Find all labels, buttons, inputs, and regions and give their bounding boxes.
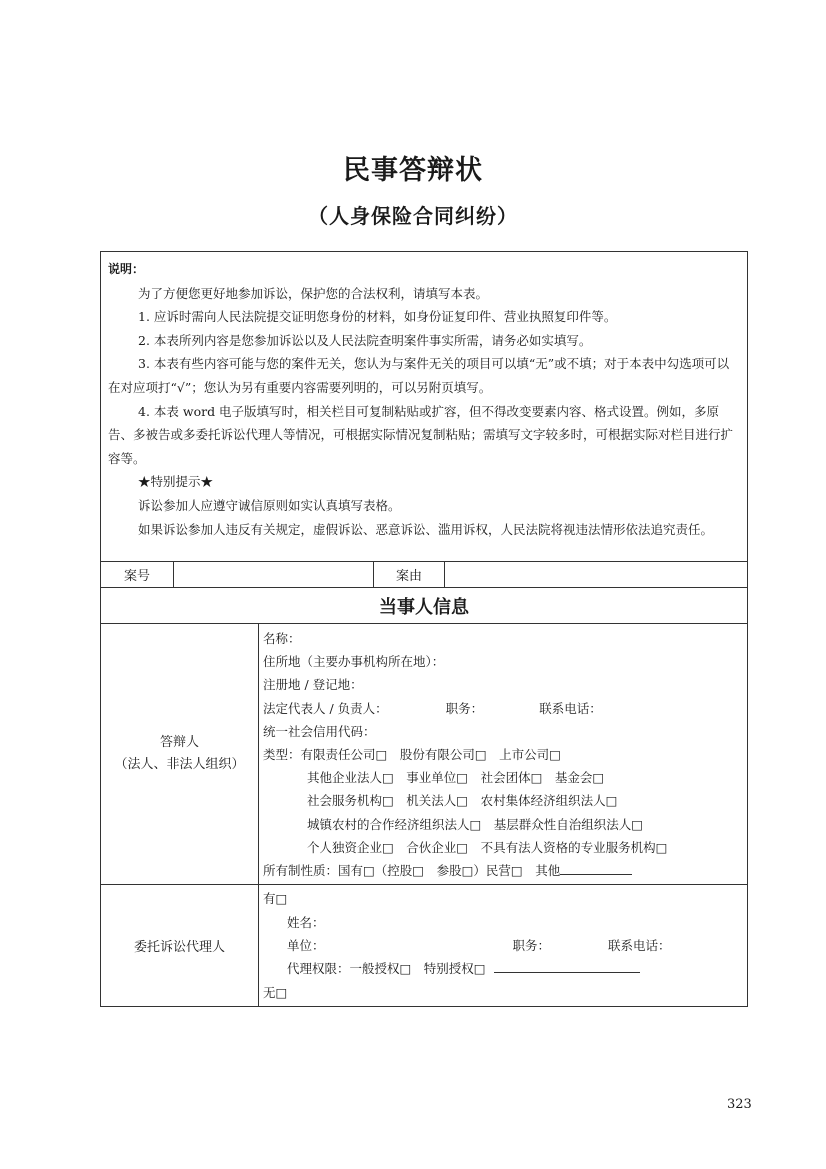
type-label: 类型： bbox=[263, 747, 301, 763]
agent-fields bbox=[259, 885, 747, 1006]
agent-name-field[interactable]: 姓名： bbox=[287, 914, 325, 930]
credit-code-field[interactable]: 统一社会信用代码： bbox=[263, 723, 376, 739]
agent-yes-checkbox[interactable]: 有□ bbox=[263, 891, 288, 907]
document-title: 民事答辩状 bbox=[343, 155, 483, 186]
respondent-label bbox=[101, 624, 259, 884]
agent-authority-blank[interactable] bbox=[494, 958, 640, 973]
respondent-registration-field[interactable]: 注册地 / 登记地： bbox=[263, 677, 363, 693]
ownership-options[interactable]: 所有制性质：国有□（控股□ 参股□）民营□ 其他 bbox=[263, 863, 561, 879]
special-notice-2: 如果诉讼参加人违反有关规定，虚假诉讼、恶意诉讼、滥用诉权，人民法院将视违法情形依法追究责任。 bbox=[138, 521, 714, 537]
instructions-label: 说明： bbox=[108, 262, 145, 276]
agent-authority-row bbox=[263, 957, 747, 980]
agent-row bbox=[101, 885, 747, 1006]
instruction-2: 2. 本表所列内容是您参加诉讼以及人民法院查明案件事实所需，请务必如实填写。 bbox=[138, 332, 592, 348]
legal-rep-field[interactable]: 法定代表人 / 负责人： bbox=[263, 700, 388, 716]
respondent-fields bbox=[259, 624, 747, 884]
agent-authority-options[interactable]: 代理权限：一般授权□ 特别授权□ bbox=[287, 961, 486, 977]
agent-unit-field[interactable]: 单位： bbox=[287, 938, 325, 954]
case-cause-label: 案由 bbox=[374, 562, 445, 587]
respondent-row bbox=[101, 624, 747, 885]
instruction-intro: 为了方便您更好地参加诉讼，保护您的合法权利，请填写本表。 bbox=[138, 285, 489, 301]
ownership-other-blank[interactable] bbox=[560, 860, 632, 875]
respondent-label-sub: （法人、非法人组织） bbox=[114, 757, 245, 773]
page-number: 323 bbox=[727, 1097, 752, 1112]
type-options-3[interactable]: 社会服务机构□ 机关法人□ 农村集体经济组织法人□ bbox=[307, 793, 618, 809]
agent-position-field[interactable]: 职务： bbox=[512, 938, 551, 954]
case-cause-field[interactable] bbox=[445, 562, 747, 587]
respondent-label-main: 答辩人 bbox=[159, 735, 199, 751]
type-options-1[interactable]: 有限责任公司□ 股份有限公司□ 上市公司□ bbox=[300, 747, 561, 763]
agent-label: 委托诉讼代理人 bbox=[101, 885, 259, 1006]
case-info-row bbox=[101, 562, 747, 588]
document-subtitle: （人身保险合同纠纷） bbox=[308, 204, 518, 228]
agent-phone-field[interactable]: 联系电话： bbox=[608, 938, 671, 954]
instruction-1: 1. 应诉时需向人民法院提交证明您身份的材料，如身份证复印件、营业执照复印件等。 bbox=[138, 309, 617, 325]
phone-field[interactable]: 联系电话： bbox=[539, 700, 602, 716]
respondent-address-field[interactable]: 住所地（主要办事机构所在地）： bbox=[263, 654, 445, 670]
instruction-3: 3. 本表有些内容可能与您的案件无关，您认为与案件无关的项目可以填“无”或不填；对于本表中勾选项可以在对应项打“√”；您认为另有重要内容需要列明的，可以另附页填写。 bbox=[108, 356, 730, 395]
respondent-representative-row bbox=[263, 697, 747, 720]
instructions-block bbox=[101, 252, 747, 562]
instruction-4: 4. 本表 word 电子版填写时，相关栏目可复制粘贴或扩容，但不得改变要素内容、格式设置。例如，多原告、多被告或多委托诉讼代理人等情况，可根据实际情况复制粘贴；需填写文字较多时，可根据实际对栏目进行扩容等。 bbox=[108, 403, 734, 466]
form-table bbox=[100, 251, 748, 1007]
agent-unit-row bbox=[263, 934, 747, 957]
type-row-1 bbox=[263, 743, 747, 766]
special-notice-1: 诉讼参加人应遵守诚信原则如实认真填写表格。 bbox=[138, 497, 401, 513]
party-info-heading: 当事人信息 bbox=[101, 588, 747, 624]
respondent-name-field[interactable]: 名称： bbox=[263, 631, 301, 646]
special-notice-heading: ★特别提示★ bbox=[138, 474, 214, 490]
position-field[interactable]: 职务： bbox=[445, 700, 484, 716]
type-options-2[interactable]: 其他企业法人□ 事业单位□ 社会团体□ 基金会□ bbox=[307, 770, 605, 786]
agent-no-checkbox[interactable]: 无□ bbox=[263, 984, 288, 1000]
type-options-5[interactable]: 个人独资企业□ 合伙企业□ 不具有法人资格的专业服务机构□ bbox=[307, 839, 668, 855]
ownership-row bbox=[263, 859, 747, 882]
case-number-label: 案号 bbox=[101, 562, 174, 587]
type-options-4[interactable]: 城镇农村的合作经济组织法人□ 基层群众性自治组织法人□ bbox=[307, 816, 644, 832]
case-number-field[interactable] bbox=[174, 562, 374, 587]
